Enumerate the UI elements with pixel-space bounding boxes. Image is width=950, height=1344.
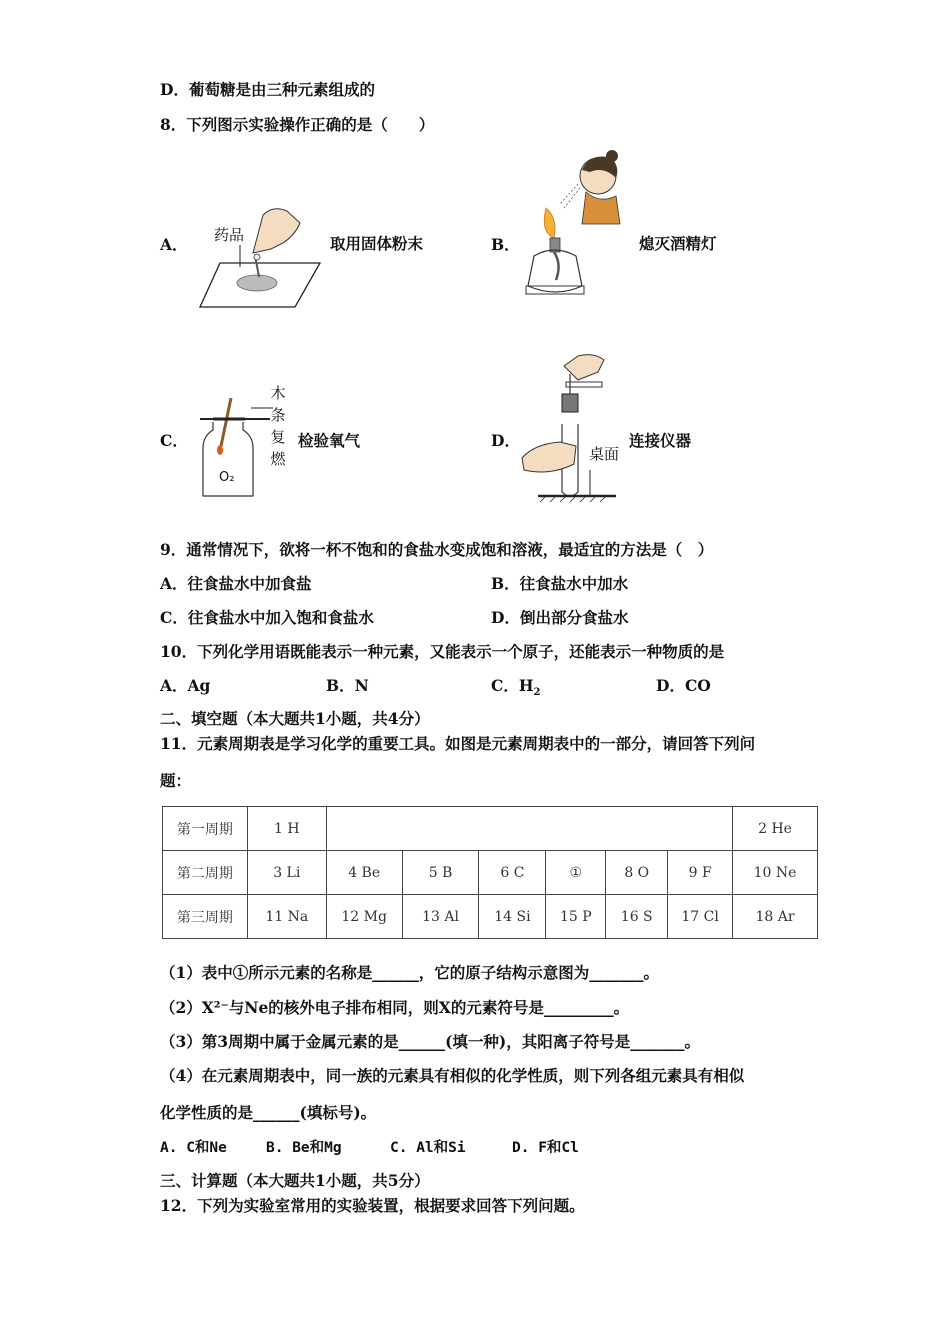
q11-sub2: （2）X²⁻与Ne的核外电子排布相同，则X的元素符号是_________。 xyxy=(160,998,630,1017)
table-row xyxy=(163,851,818,895)
period-label: 第二周期 xyxy=(163,851,248,895)
q9-stem: 9．通常情况下，欲将一杯不饱和的食盐水变成饱和溶液，最适宜的方法是（ ） xyxy=(160,540,714,559)
element-cell: 18 Ar xyxy=(733,895,818,939)
section-3-title: 三、计算题（本大题共1小题，共5分） xyxy=(160,1171,430,1190)
q8-a-caption: 取用固体粉末 xyxy=(330,234,424,253)
q11-sub3: （3）第3周期中属于金属元素的是______(填一种)，其阳离子符号是_______。 xyxy=(160,1032,700,1051)
q8-stem: 8．下列图示实验操作正确的是（ ） xyxy=(160,115,435,134)
element-cell: 5 B xyxy=(402,851,479,895)
element-cell: 15 P xyxy=(546,895,606,939)
element-cell: 1 H xyxy=(247,807,326,851)
section-2-title: 二、填空题（本大题共1小题，共4分） xyxy=(160,709,430,728)
q10-option-a: A．Ag xyxy=(160,676,211,695)
q9-option-d: D．倒出部分食盐水 xyxy=(491,608,629,627)
q8-b-caption: 熄灭酒精灯 xyxy=(639,234,717,253)
period-label: 第一周期 xyxy=(163,807,248,851)
q8-d-figure-label: 桌面 xyxy=(589,445,620,463)
q11-sub4-option-d: D. F和Cl xyxy=(512,1140,579,1156)
element-cell: 14 Si xyxy=(479,895,546,939)
q8-a-powder-figure xyxy=(195,205,325,310)
q8-a-figure-label: 药品 xyxy=(214,226,245,244)
q11-sub4-line2: 化学性质的是______(填标号)。 xyxy=(160,1103,377,1122)
q11-sub4-option-b: B. Be和Mg xyxy=(266,1140,342,1156)
q8-option-a-label: A． xyxy=(160,235,188,254)
element-cell-marker: ① xyxy=(546,851,606,895)
element-cell: 16 S xyxy=(606,895,668,939)
q8-option-d-label: D． xyxy=(491,431,520,450)
q11-stem-line2: 题： xyxy=(160,771,192,790)
element-cell: 4 Be xyxy=(326,851,402,895)
q10-option-c: C．$H_2$ xyxy=(491,676,541,699)
q11-sub4-option-a: A. C和Ne xyxy=(160,1140,227,1156)
empty-cell xyxy=(326,807,732,851)
element-cell: 2 He xyxy=(733,807,818,851)
element-cell: 6 C xyxy=(479,851,546,895)
q8-c-oxygen-test-figure xyxy=(195,388,275,503)
q11-sub4-option-c: C. Al和Si xyxy=(390,1140,466,1156)
q9-option-a: A．往食盐水中加食盐 xyxy=(160,574,312,593)
q8-b-blow-lamp-figure xyxy=(520,148,640,308)
q10-option-b: B．N xyxy=(326,676,369,695)
q10-option-d: D．CO xyxy=(656,676,711,695)
element-cell: 9 F xyxy=(668,851,733,895)
element-cell: 17 Cl xyxy=(668,895,733,939)
q7-option-d: D．葡萄糖是由三种元素组成的 xyxy=(160,80,375,99)
element-cell: 13 Al xyxy=(402,895,479,939)
q9-option-b: B．往食盐水中加水 xyxy=(491,574,629,593)
element-cell: 10 Ne xyxy=(733,851,818,895)
element-cell: 8 O xyxy=(606,851,668,895)
table-row xyxy=(163,895,818,939)
q10-stem: 10．下列化学用语既能表示一种元素，又能表示一个原子，还能表示一种物质的是 xyxy=(160,642,725,661)
q11-sub4-line1: （4）在元素周期表中，同一族的元素具有相似的化学性质，则下列各组元素具有相似 xyxy=(160,1066,745,1085)
q8-c-bottle-label: O₂ xyxy=(219,470,235,485)
q8-d-connect-figure xyxy=(520,352,620,507)
periodic-table xyxy=(162,806,818,939)
q12-stem: 12．下列为实验室常用的实验装置，根据要求回答下列问题。 xyxy=(160,1196,585,1215)
q8-option-b-label: B． xyxy=(491,235,520,254)
element-cell: 12 Mg xyxy=(326,895,402,939)
table-row xyxy=(163,807,818,851)
q11-stem-line1: 11．元素周期表是学习化学的重要工具。如图是元素周期表中的一部分，请回答下列问 xyxy=(160,734,756,753)
period-label: 第三周期 xyxy=(163,895,248,939)
q8-option-c-label: C． xyxy=(160,431,188,450)
q8-c-caption: 检验氧气 xyxy=(298,431,361,450)
element-cell: 11 Na xyxy=(247,895,326,939)
q9-option-c: C．往食盐水中加入饱和食盐水 xyxy=(160,608,374,627)
element-cell: 3 Li xyxy=(247,851,326,895)
q8-c-figure-label: 木条复燃 xyxy=(270,384,286,468)
q8-d-caption: 连接仪器 xyxy=(629,431,692,450)
q11-sub1: （1）表中①所示元素的名称是______，它的原子结构示意图为_______。 xyxy=(160,963,660,982)
